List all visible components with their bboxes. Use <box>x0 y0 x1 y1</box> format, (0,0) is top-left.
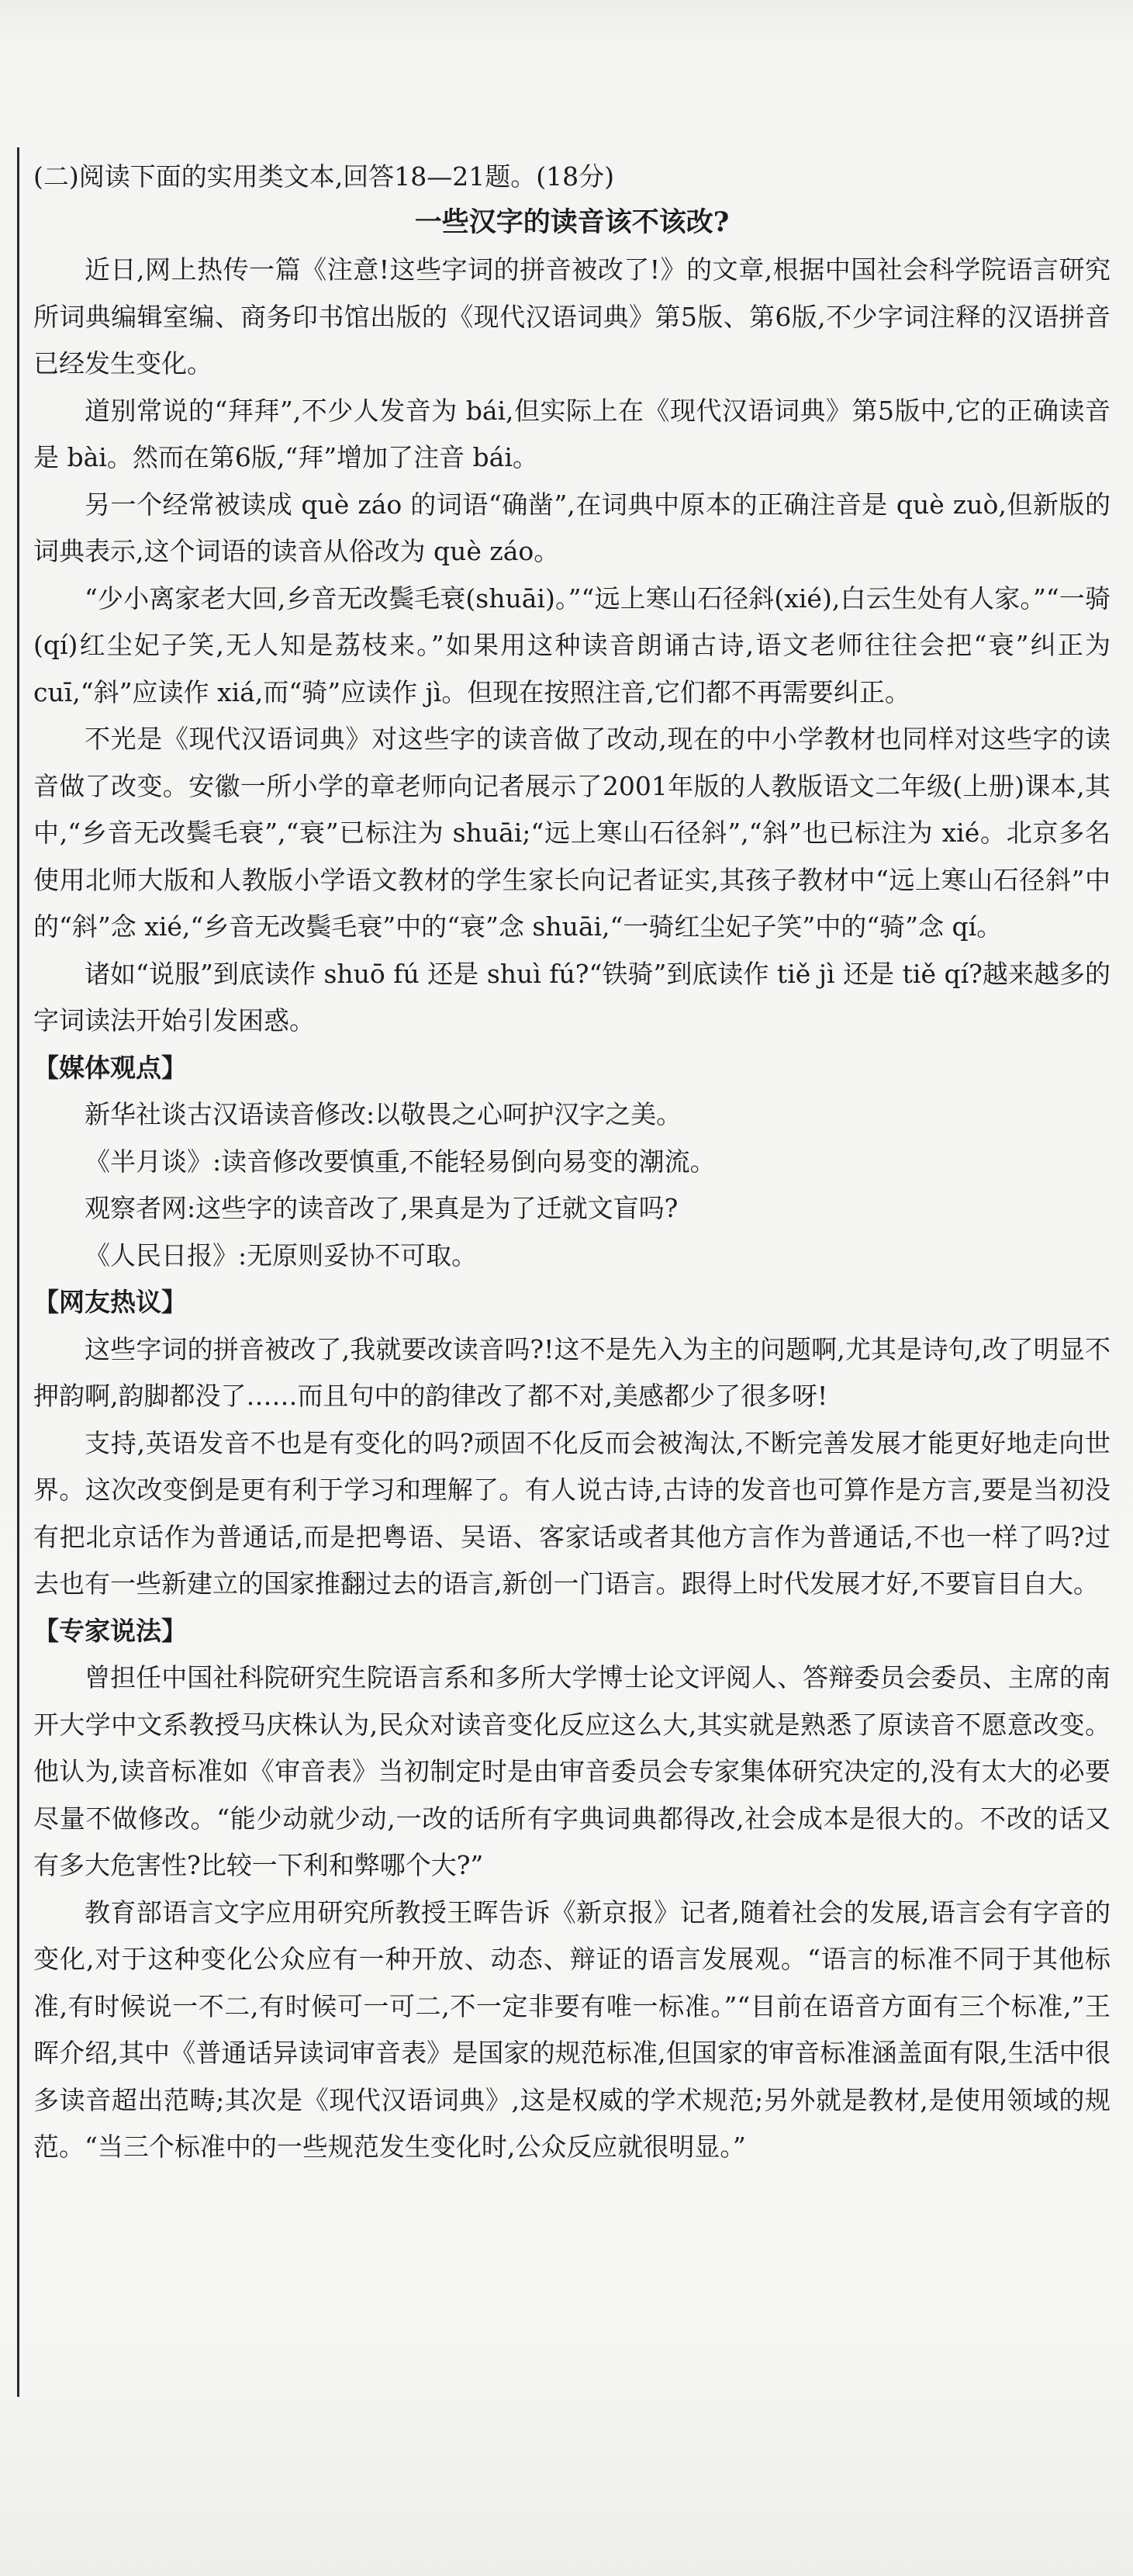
expert-paragraph: 教育部语言文字应用研究所教授王晖告诉《新京报》记者,随着社会的发展,语言会有字音的变化,对于这种变化公众应有一种开放、动态、辩证的语言发展观。“语言的标准不同于其他标准,有时候说一不二,有时候可一可二,不一定非要有唯一标准。”“目前在语音方面有三个标准,”王晖介绍,其中《普通话异读词审音表》是国家的规范标准,但国家的审音标准涵盖面有限,生活中很多读音超出范畴;其次是《现代汉语词典》,这是权威的学术规范;另外就是教材,是使用领域的规范。“当三个标准中的一些规范发生变化时,公众反应就很明显。” <box>33 1897 1111 2162</box>
paragraph: 诸如“说服”到底读作 shuō fú 还是 shuì fú?“铁骑”到底读作 tiě jì 还是 tiě qí?越来越多的字词读法开始引发困惑。 <box>33 958 1111 1036</box>
article-title: 一些汉字的读音该不该改? <box>414 206 730 238</box>
netizen-paragraph: 这些字词的拼音被改了,我就要改读音吗?!这不是先入为主的问题啊,尤其是诗句,改了明显不押韵啊,韵脚都没了……而且句中的韵律改了都不对,美感都少了很多呀! <box>33 1333 1111 1411</box>
media-view: 《人民日报》:无原则妥协不可取。 <box>85 1240 478 1271</box>
article-block <box>17 147 1111 2397</box>
paragraph: 另一个经常被读成 què záo 的词语“确凿”,在词典中原本的正确注音是 què zuò,但新版的词典表示,这个词语的读音从俗改为 què záo。 <box>33 489 1111 566</box>
expert-paragraph: 曾担任中国社科院研究生院语言系和多所大学博士论文评阅人、答辩委员会委员、主席的南开大学中文系教授马庆株认为,民众对读音变化反应这么大,其实就是熟悉了原读音不愿意改变。他认为,读音标准如《审音表》当初制定时是由审音委员会专家集体研究决定的,没有太大的必要尽量不做修改。“能少动就少动,一改的话所有字典词典都得改,社会成本是很大的。不改的话又有多大危害性?比较一下利和弊哪个大?” <box>33 1662 1111 1880</box>
netizen-section-heading: 【网友热议】 <box>33 1287 187 1317</box>
paragraph: 不光是《现代汉语词典》对这些字的读音做了改动,现在的中小学教材也同样对这些字的读音做了改变。安徽一所小学的章老师向记者展示了2001年版的人教版语文二年级(上册)课本,其中,“乡音无改鬓毛衰”,“衰”已标注为 shuāi;“远上寒山石径斜”,“斜”也已标注为 xié。北京多名使用北师大版和人教版小学语文教材的学生家长向记者证实,其孩子教材中“远上寒山石径斜”中的“斜”念 xié,“乡音无改鬓毛衰”中的“衰”念 shuāi,“一骑红尘妃子笑”中的“骑”念 qí。 <box>33 724 1111 942</box>
expert-section-heading: 【专家说法】 <box>33 1615 187 1646</box>
paragraph: 近日,网上热传一篇《注意!这些字词的拼音被改了!》的文章,根据中国社会科学院语言研究所词典编辑室编、商务印书馆出版的《现代汉语词典》第5版、第6版,不少字词注释的汉语拼音已经发生变化。 <box>33 254 1111 379</box>
media-view: 新华社谈古汉语读音修改:以敬畏之心呵护汉字之美。 <box>85 1099 682 1129</box>
media-section-heading: 【媒体观点】 <box>33 1052 187 1083</box>
paragraph: “少小离家老大回,乡音无改鬓毛衰(shuāi)。”“远上寒山石径斜(xié),白云生处有人家。”“一骑(qí)红尘妃子笑,无人知是荔枝来。”如果用这种读音朗诵古诗,语文老师往往会把“衰”纠正为 cuī,“斜”应读作 xiá,而“骑”应读作 jì。但现在按照注音,它们都不再需要纠正。 <box>33 583 1111 707</box>
question-intro: (二)阅读下面的实用类文本,回答18—21题。(18分) <box>33 161 614 192</box>
paragraph: 道别常说的“拜拜”,不少人发音为 bái,但实际上在《现代汉语词典》第5版中,它的正确读音是 bài。然而在第6版,“拜”增加了注音 bái。 <box>33 395 1111 472</box>
media-view: 观察者网:这些字的读音改了,果真是为了迁就文盲吗? <box>85 1193 679 1223</box>
media-view: 《半月谈》:读音修改要慎重,不能轻易倒向易变的潮流。 <box>85 1146 716 1177</box>
netizen-paragraph: 支持,英语发音不也是有变化的吗?顽固不化反而会被淘汰,不断完善发展才能更好地走向世界。这次改变倒是更有利于学习和理解了。有人说古诗,古诗的发音也可算作是方言,要是当初没有把北京话作为普通话,而是把粤语、吴语、客家话或者其他方言作为普通话,不也一样了吗?过去也有一些新建立的国家推翻过去的语言,新创一门语言。跟得上时代发展才好,不要盲目自大。 <box>33 1427 1111 1599</box>
